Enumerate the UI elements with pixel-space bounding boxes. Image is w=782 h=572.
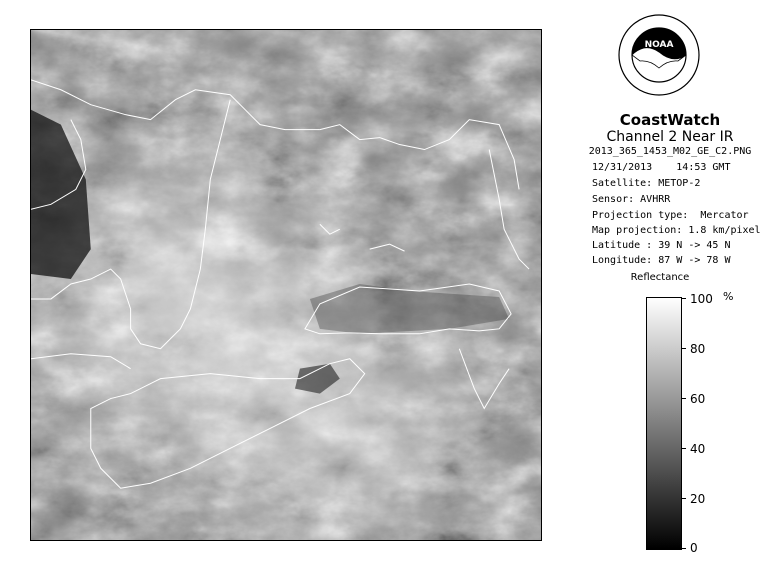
datetime: 12/31/2013 14:53 GMT [592, 162, 731, 173]
product-title: CoastWatch [619, 111, 721, 129]
filename: 2013_365_1453_M02_GE_C2.PNG [588, 146, 752, 157]
projection-type: Projection type: Mercator [592, 210, 749, 221]
colorbar-tick-label: 40 [690, 442, 706, 456]
colorbar-tick-label: 0 [690, 541, 698, 555]
colorbar-tick [682, 498, 686, 499]
colorbar-tick [682, 398, 686, 399]
channel-subtitle: Channel 2 Near IR [606, 129, 734, 145]
sensor: Sensor: AVHRR [592, 194, 671, 205]
map-projection: Map projection: 1.8 km/pixel [592, 225, 761, 236]
noaa-logo-text: NOAA [644, 40, 674, 50]
colorbar-tick [682, 348, 686, 349]
latitude-range: Latitude : 39 N -> 45 N [592, 240, 731, 251]
noaa-logo [618, 14, 700, 96]
colorbar-unit: % [723, 290, 734, 303]
colorbar-tick-label: 80 [690, 342, 706, 356]
satellite: Satellite: METOP-2 [592, 178, 701, 189]
satellite-image [30, 29, 542, 541]
colorbar-title: Reflectance [630, 272, 690, 283]
reflectance-colorbar [646, 297, 682, 550]
colorbar-tick-label: 100 [690, 292, 713, 306]
colorbar-tick-label: 60 [690, 392, 706, 406]
colorbar-tick-label: 20 [690, 492, 706, 506]
colorbar-tick [682, 548, 686, 549]
longitude-range: Longitude: 87 W -> 78 W [592, 255, 731, 266]
colorbar-tick [682, 448, 686, 449]
colorbar-tick [682, 298, 686, 299]
